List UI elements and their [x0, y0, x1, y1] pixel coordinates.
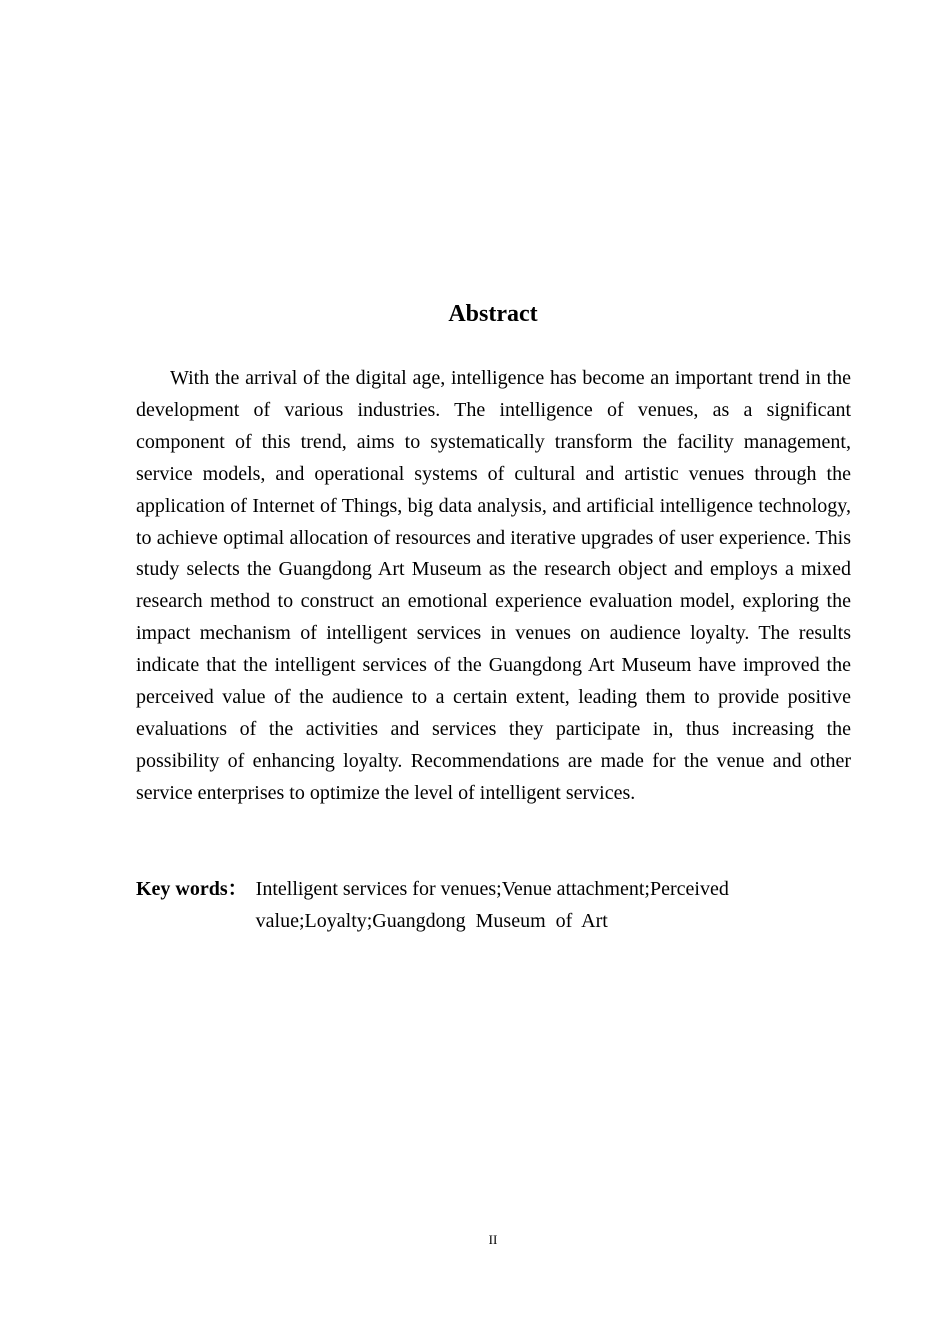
keywords-section [136, 873, 851, 937]
abstract-body: With the arrival of the digital age, intelligence has become an important trend in the development of various industries. The intelligence of venues, as a significant component of this trend, aims to systematically transform the facility management, service models, and operational systems of cultural and artistic venues through the application of Internet of Things, big data analysis, and artificial intelligence technology, to achieve optimal allocation of resources and iterative upgrades of user experience. This study selects the Guangdong Art Museum as the research object and employs a mixed research method to construct an emotional experience evaluation model, exploring the impact mechanism of intelligent services in venues on audience loyalty. The results indicate that the intelligent services of the Guangdong Art Museum have improved the perceived value of the audience to a certain extent, leading them to provide positive evaluations of the activities and services they participate in, thus increasing the possibility of enhancing loyalty. Recommendations are made for the venue and other service enterprises to optimize the level of intelligent services. [136, 367, 851, 804]
keywords-separator: ： [227, 878, 248, 900]
page-number: II [488, 1232, 498, 1247]
keywords-label: Key words [136, 878, 228, 900]
abstract-title: Abstract [448, 301, 538, 327]
keywords-values: Intelligent services for venues;Venue attachment;Perceived value;Loyalty;Guangdong Museum of Art [255, 878, 734, 932]
